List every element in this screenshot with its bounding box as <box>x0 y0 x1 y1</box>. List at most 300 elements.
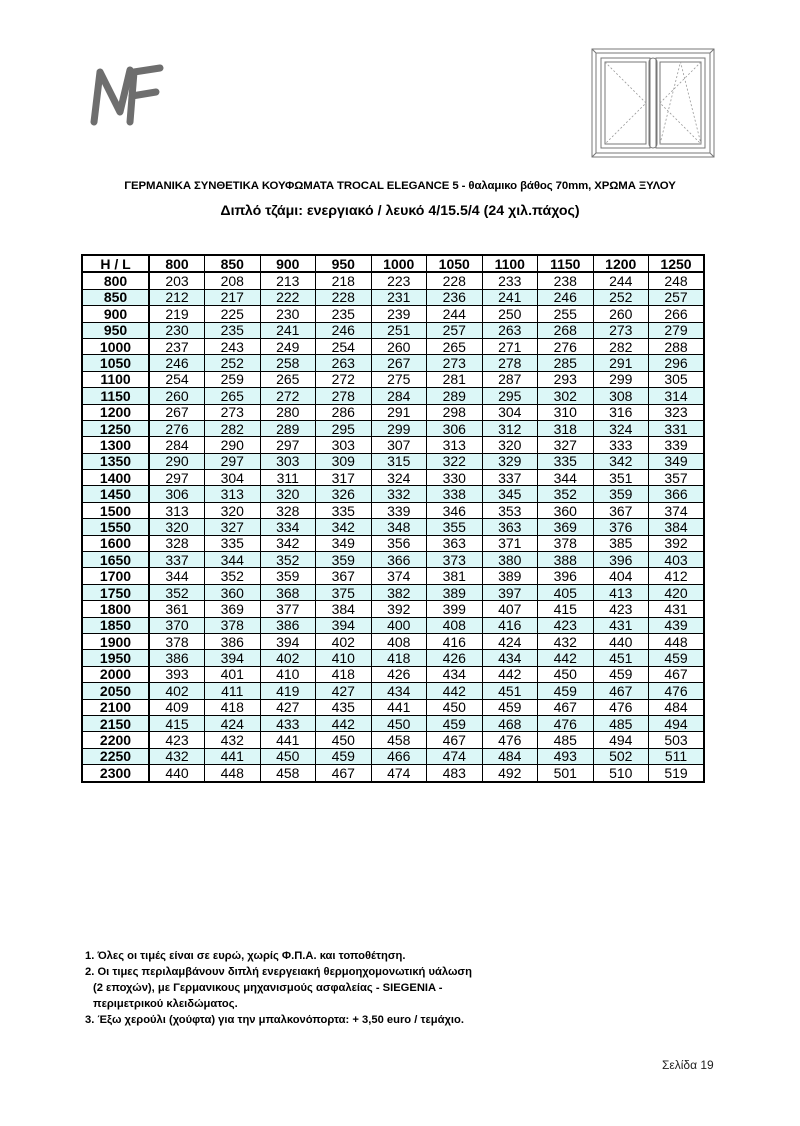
price-cell: 303 <box>316 437 372 453</box>
price-cell: 259 <box>205 371 261 387</box>
table-row <box>82 617 704 633</box>
price-cell: 450 <box>260 748 316 764</box>
price-cell: 370 <box>149 617 205 633</box>
price-cell: 230 <box>260 306 316 322</box>
price-cell: 423 <box>593 601 649 617</box>
price-cell: 502 <box>593 748 649 764</box>
price-cell: 492 <box>482 765 538 782</box>
note-2: 2. Οι τιμες περιλαμβάνουν διπλή ενεργειακή θερμοηχομονωτική υάλωση <box>85 966 472 978</box>
price-cell: 297 <box>205 453 261 469</box>
note-1: 1. Όλες οι τιμές είναι σε ευρώ, χωρίς Φ.Π.Α. και τοποθέτηση. <box>85 950 406 962</box>
price-cell: 371 <box>482 535 538 551</box>
price-cell: 337 <box>149 552 205 568</box>
column-header: 1100 <box>482 255 538 272</box>
price-cell: 386 <box>205 633 261 649</box>
price-cell: 231 <box>371 289 427 305</box>
price-cell: 435 <box>316 699 372 715</box>
price-cell: 267 <box>371 355 427 371</box>
price-cell: 351 <box>593 470 649 486</box>
column-header: 1050 <box>427 255 483 272</box>
price-cell: 308 <box>593 388 649 404</box>
corner-header: H / L <box>82 255 149 272</box>
price-cell: 276 <box>149 420 205 436</box>
row-header: 1900 <box>82 633 149 649</box>
price-cell: 474 <box>427 748 483 764</box>
price-cell: 368 <box>260 584 316 600</box>
price-cell: 290 <box>205 437 261 453</box>
price-cell: 213 <box>260 272 316 289</box>
price-cell: 344 <box>205 552 261 568</box>
price-cell: 275 <box>371 371 427 387</box>
price-cell: 442 <box>538 650 594 666</box>
price-cell: 355 <box>427 519 483 535</box>
price-cell: 431 <box>593 617 649 633</box>
price-cell: 476 <box>482 732 538 748</box>
price-cell: 378 <box>205 617 261 633</box>
price-cell: 260 <box>371 338 427 354</box>
price-cell: 369 <box>205 601 261 617</box>
price-cell: 271 <box>482 338 538 354</box>
row-header: 2000 <box>82 666 149 682</box>
price-cell: 458 <box>260 765 316 782</box>
table-row <box>82 666 704 682</box>
price-cell: 359 <box>260 568 316 584</box>
price-cell: 442 <box>427 683 483 699</box>
column-header: 800 <box>149 255 205 272</box>
price-cell: 333 <box>593 437 649 453</box>
price-cell: 349 <box>316 535 372 551</box>
price-cell: 335 <box>316 502 372 518</box>
price-cell: 484 <box>482 748 538 764</box>
price-cell: 374 <box>371 568 427 584</box>
price-cell: 442 <box>316 715 372 731</box>
price-cell: 334 <box>260 519 316 535</box>
table-row <box>82 601 704 617</box>
price-cell: 331 <box>649 420 705 436</box>
price-cell: 451 <box>482 683 538 699</box>
price-cell: 409 <box>149 699 205 715</box>
price-cell: 440 <box>149 765 205 782</box>
price-cell: 293 <box>538 371 594 387</box>
price-cell: 360 <box>538 502 594 518</box>
table-row <box>82 502 704 518</box>
price-table <box>81 254 705 783</box>
price-cell: 378 <box>538 535 594 551</box>
price-cell: 257 <box>649 289 705 305</box>
price-cell: 273 <box>593 322 649 338</box>
price-cell: 208 <box>205 272 261 289</box>
price-cell: 403 <box>649 552 705 568</box>
price-cell: 494 <box>593 732 649 748</box>
price-cell: 361 <box>149 601 205 617</box>
price-cell: 359 <box>316 552 372 568</box>
table-row <box>82 732 704 748</box>
price-cell: 352 <box>538 486 594 502</box>
price-cell: 298 <box>427 404 483 420</box>
row-header: 1750 <box>82 584 149 600</box>
row-header: 1550 <box>82 519 149 535</box>
nf-logo <box>86 62 166 128</box>
price-cell: 431 <box>649 601 705 617</box>
price-cell: 246 <box>149 355 205 371</box>
price-cell: 427 <box>316 683 372 699</box>
price-cell: 335 <box>205 535 261 551</box>
table-row <box>82 584 704 600</box>
price-cell: 320 <box>260 486 316 502</box>
note-2-cont: (2 εποχών), με Γερμανικους μηχανισμούς ασφαλείας - SIEGENIA - <box>93 982 443 994</box>
price-cell: 356 <box>371 535 427 551</box>
price-cell: 397 <box>482 584 538 600</box>
price-cell: 309 <box>316 453 372 469</box>
price-cell: 302 <box>538 388 594 404</box>
price-cell: 384 <box>316 601 372 617</box>
price-cell: 503 <box>649 732 705 748</box>
price-cell: 412 <box>649 568 705 584</box>
price-cell: 260 <box>149 388 205 404</box>
price-cell: 222 <box>260 289 316 305</box>
price-cell: 323 <box>649 404 705 420</box>
row-header: 2100 <box>82 699 149 715</box>
price-cell: 402 <box>260 650 316 666</box>
price-cell: 426 <box>371 666 427 682</box>
table-row <box>82 289 704 305</box>
price-cell: 235 <box>316 306 372 322</box>
price-cell: 251 <box>371 322 427 338</box>
price-cell: 484 <box>649 699 705 715</box>
double-casement-window-icon <box>591 48 715 158</box>
price-cell: 327 <box>205 519 261 535</box>
price-cell: 415 <box>149 715 205 731</box>
price-cell: 265 <box>427 338 483 354</box>
price-cell: 399 <box>427 601 483 617</box>
price-cell: 476 <box>649 683 705 699</box>
price-cell: 375 <box>316 584 372 600</box>
price-cell: 424 <box>205 715 261 731</box>
price-cell: 357 <box>649 470 705 486</box>
price-cell: 297 <box>260 437 316 453</box>
row-header: 2150 <box>82 715 149 731</box>
price-cell: 374 <box>649 502 705 518</box>
price-cell: 284 <box>371 388 427 404</box>
price-cell: 401 <box>205 666 261 682</box>
price-cell: 212 <box>149 289 205 305</box>
price-cell: 450 <box>538 666 594 682</box>
column-header: 1000 <box>371 255 427 272</box>
price-cell: 467 <box>427 732 483 748</box>
price-cell: 419 <box>260 683 316 699</box>
price-cell: 339 <box>649 437 705 453</box>
price-cell: 303 <box>260 453 316 469</box>
price-cell: 369 <box>538 519 594 535</box>
price-cell: 335 <box>538 453 594 469</box>
price-cell: 367 <box>316 568 372 584</box>
page-number: Σελίδα 19 <box>662 1058 714 1072</box>
price-cell: 407 <box>482 601 538 617</box>
price-cell: 394 <box>260 633 316 649</box>
price-cell: 315 <box>371 453 427 469</box>
price-cell: 265 <box>260 371 316 387</box>
price-cell: 250 <box>482 306 538 322</box>
price-cell: 434 <box>371 683 427 699</box>
price-cell: 416 <box>427 633 483 649</box>
row-header: 1950 <box>82 650 149 666</box>
column-header: 950 <box>316 255 372 272</box>
price-cell: 389 <box>427 584 483 600</box>
price-cell: 411 <box>205 683 261 699</box>
price-cell: 366 <box>371 552 427 568</box>
price-cell: 400 <box>371 617 427 633</box>
price-cell: 299 <box>371 420 427 436</box>
price-cell: 320 <box>149 519 205 535</box>
price-cell: 432 <box>149 748 205 764</box>
row-header: 1300 <box>82 437 149 453</box>
table-row <box>82 453 704 469</box>
row-header: 900 <box>82 306 149 322</box>
price-cell: 432 <box>205 732 261 748</box>
row-header: 1200 <box>82 404 149 420</box>
price-cell: 410 <box>260 666 316 682</box>
price-cell: 291 <box>371 404 427 420</box>
price-cell: 467 <box>316 765 372 782</box>
table-row <box>82 683 704 699</box>
price-cell: 265 <box>205 388 261 404</box>
price-cell: 329 <box>482 453 538 469</box>
price-cell: 284 <box>149 437 205 453</box>
note-3: 3. Έξω χερούλι (χούφτα) για την μπαλκονόπορτα: + 3,50 euro / τεμάχιο. <box>85 1014 464 1026</box>
price-cell: 317 <box>316 470 372 486</box>
table-row <box>82 338 704 354</box>
price-cell: 311 <box>260 470 316 486</box>
price-cell: 337 <box>482 470 538 486</box>
price-cell: 467 <box>649 666 705 682</box>
price-cell: 223 <box>371 272 427 289</box>
table-row <box>82 519 704 535</box>
price-cell: 289 <box>260 420 316 436</box>
price-cell: 342 <box>260 535 316 551</box>
price-cell: 405 <box>538 584 594 600</box>
price-cell: 342 <box>316 519 372 535</box>
price-cell: 511 <box>649 748 705 764</box>
price-cell: 416 <box>482 617 538 633</box>
price-cell: 459 <box>482 699 538 715</box>
price-cell: 353 <box>482 502 538 518</box>
price-cell: 380 <box>482 552 538 568</box>
price-cell: 276 <box>538 338 594 354</box>
price-cell: 313 <box>205 486 261 502</box>
row-header: 1050 <box>82 355 149 371</box>
price-cell: 254 <box>149 371 205 387</box>
price-cell: 238 <box>538 272 594 289</box>
price-cell: 266 <box>649 306 705 322</box>
price-cell: 246 <box>538 289 594 305</box>
price-cell: 295 <box>482 388 538 404</box>
price-cell: 360 <box>205 584 261 600</box>
price-cell: 296 <box>649 355 705 371</box>
price-cell: 432 <box>538 633 594 649</box>
price-cell: 402 <box>149 683 205 699</box>
price-cell: 230 <box>149 322 205 338</box>
price-cell: 402 <box>316 633 372 649</box>
price-cell: 268 <box>538 322 594 338</box>
price-cell: 278 <box>316 388 372 404</box>
price-cell: 217 <box>205 289 261 305</box>
price-cell: 279 <box>649 322 705 338</box>
notes <box>85 948 555 1028</box>
row-header: 2250 <box>82 748 149 764</box>
price-cell: 267 <box>149 404 205 420</box>
price-cell: 459 <box>316 748 372 764</box>
price-cell: 450 <box>316 732 372 748</box>
price-cell: 410 <box>316 650 372 666</box>
row-header: 800 <box>82 272 149 289</box>
price-cell: 249 <box>260 338 316 354</box>
price-cell: 299 <box>593 371 649 387</box>
price-cell: 384 <box>649 519 705 535</box>
price-cell: 483 <box>427 765 483 782</box>
table-row <box>82 371 704 387</box>
price-cell: 203 <box>149 272 205 289</box>
price-cell: 304 <box>205 470 261 486</box>
price-cell: 393 <box>149 666 205 682</box>
price-cell: 468 <box>482 715 538 731</box>
price-cell: 243 <box>205 338 261 354</box>
table-row <box>82 437 704 453</box>
price-cell: 260 <box>593 306 649 322</box>
price-cell: 257 <box>427 322 483 338</box>
price-cell: 418 <box>316 666 372 682</box>
price-cell: 459 <box>538 683 594 699</box>
table-row <box>82 715 704 731</box>
price-cell: 493 <box>538 748 594 764</box>
price-cell: 339 <box>371 502 427 518</box>
price-cell: 427 <box>260 699 316 715</box>
price-cell: 385 <box>593 535 649 551</box>
price-cell: 366 <box>649 486 705 502</box>
price-cell: 327 <box>538 437 594 453</box>
price-cell: 352 <box>260 552 316 568</box>
price-cell: 441 <box>260 732 316 748</box>
price-cell: 386 <box>149 650 205 666</box>
price-cell: 252 <box>205 355 261 371</box>
price-cell: 235 <box>205 322 261 338</box>
row-header: 2050 <box>82 683 149 699</box>
table-row <box>82 633 704 649</box>
price-cell: 418 <box>371 650 427 666</box>
price-cell: 392 <box>649 535 705 551</box>
price-cell: 346 <box>427 502 483 518</box>
price-cell: 328 <box>149 535 205 551</box>
price-cell: 316 <box>593 404 649 420</box>
price-cell: 434 <box>427 666 483 682</box>
table-row <box>82 486 704 502</box>
price-cell: 312 <box>482 420 538 436</box>
price-cell: 246 <box>316 322 372 338</box>
price-cell: 450 <box>427 699 483 715</box>
price-cell: 280 <box>260 404 316 420</box>
price-cell: 439 <box>649 617 705 633</box>
row-header: 2200 <box>82 732 149 748</box>
price-cell: 322 <box>427 453 483 469</box>
price-cell: 272 <box>260 388 316 404</box>
price-cell: 344 <box>538 470 594 486</box>
column-header: 900 <box>260 255 316 272</box>
table-row <box>82 470 704 486</box>
price-cell: 378 <box>149 633 205 649</box>
row-header: 2300 <box>82 765 149 782</box>
price-cell: 382 <box>371 584 427 600</box>
price-cell: 320 <box>205 502 261 518</box>
price-cell: 363 <box>427 535 483 551</box>
document-title: ΓΕΡΜΑΝΙΚΑ ΣΥΝΘΕΤΙΚΑ ΚΟΥΦΩΜΑΤΑ TROCAL ELEGANCE 5 - θαλαμικο βάθος 70mm, ΧΡΩΜΑ ΞΥΛΟΥ <box>124 180 676 192</box>
column-header: 850 <box>205 255 261 272</box>
price-cell: 304 <box>482 404 538 420</box>
price-cell: 434 <box>482 650 538 666</box>
price-cell: 305 <box>649 371 705 387</box>
table-row <box>82 535 704 551</box>
row-header: 1150 <box>82 388 149 404</box>
row-header: 1250 <box>82 420 149 436</box>
price-cell: 241 <box>260 322 316 338</box>
price-cell: 519 <box>649 765 705 782</box>
price-cell: 448 <box>205 765 261 782</box>
price-cell: 282 <box>205 420 261 436</box>
row-header: 1100 <box>82 371 149 387</box>
price-cell: 295 <box>316 420 372 436</box>
price-cell: 306 <box>149 486 205 502</box>
row-header: 1650 <box>82 552 149 568</box>
price-cell: 273 <box>205 404 261 420</box>
price-cell: 450 <box>371 715 427 731</box>
price-cell: 359 <box>593 486 649 502</box>
price-cell: 328 <box>260 502 316 518</box>
price-cell: 389 <box>482 568 538 584</box>
price-cell: 345 <box>482 486 538 502</box>
price-cell: 394 <box>316 617 372 633</box>
column-header: 1200 <box>593 255 649 272</box>
price-cell: 278 <box>482 355 538 371</box>
price-cell: 467 <box>538 699 594 715</box>
price-cell: 349 <box>649 453 705 469</box>
price-cell: 408 <box>427 617 483 633</box>
price-cell: 282 <box>593 338 649 354</box>
price-cell: 451 <box>593 650 649 666</box>
row-header: 1450 <box>82 486 149 502</box>
price-cell: 237 <box>149 338 205 354</box>
price-cell: 423 <box>149 732 205 748</box>
price-cell: 388 <box>538 552 594 568</box>
price-cell: 281 <box>427 371 483 387</box>
price-cell: 367 <box>593 502 649 518</box>
table-header-row <box>82 255 704 272</box>
price-cell: 423 <box>538 617 594 633</box>
price-cell: 467 <box>593 683 649 699</box>
price-cell: 424 <box>482 633 538 649</box>
price-cell: 441 <box>371 699 427 715</box>
price-cell: 330 <box>427 470 483 486</box>
price-cell: 459 <box>427 715 483 731</box>
price-cell: 342 <box>593 453 649 469</box>
price-cell: 263 <box>316 355 372 371</box>
price-cell: 314 <box>649 388 705 404</box>
column-header: 1150 <box>538 255 594 272</box>
price-cell: 418 <box>205 699 261 715</box>
table-row <box>82 420 704 436</box>
price-cell: 408 <box>371 633 427 649</box>
table-row <box>82 404 704 420</box>
price-cell: 307 <box>371 437 427 453</box>
price-cell: 474 <box>371 765 427 782</box>
price-cell: 291 <box>593 355 649 371</box>
